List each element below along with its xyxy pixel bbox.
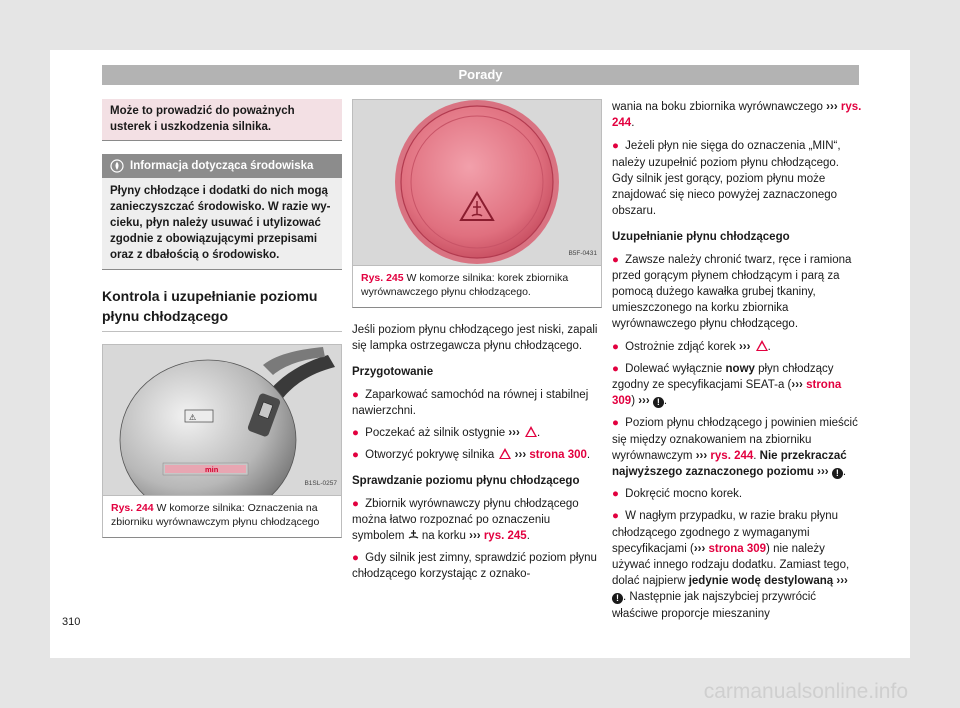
list-item: ● Dolewać wyłącznie nowy płyn chłodzący zgodny ze specyfikacjami SEAT-a (››› strona 309) ››› ! . [612,362,842,408]
caution-circle-icon: ! [612,593,623,604]
cross-ref-arrows: ››› [693,542,706,555]
svg-text:⚠: ⚠ [189,413,197,423]
coolant-cap-illustration [353,100,601,265]
bullet-icon: ● [352,497,359,510]
coolant-tank-illustration [103,345,341,495]
environment-info-box [102,154,342,270]
warning-box: Może to prowadzić do poważnych usterek i uszkodzenia silnika. [102,99,342,141]
page-header: Porady [102,65,859,85]
warning-triangle-icon [756,340,768,351]
subheading-check-level: Sprawdzanie poziomu płynu chłodzącego [352,475,580,488]
bullet-icon: ● [612,362,619,375]
list-item: ● Ostrożnie zdjąć korek ››› . [612,340,771,353]
cross-ref-arrows: ››› [791,379,803,392]
figure-245-code: B5F-0431 [568,249,597,257]
bullet-icon: ● [612,140,619,153]
bullet-icon: ● [352,449,359,462]
page-link-309[interactable]: strona 309 [612,379,842,408]
subheading-preparation: Przygotowanie [352,366,434,379]
list-item: ● Dokręcić mocno korek. [612,488,743,501]
cross-ref-arrows: ››› [469,530,481,543]
warning-triangle-icon [525,426,537,437]
figure-245-image [353,100,601,266]
cross-ref-arrows: ››› [738,340,751,353]
cross-ref-arrows: ››› [695,449,708,462]
list-item: ● Poczekać aż silnik ostygnie ››› . [352,427,541,440]
figure-244-caption-text: W komorze silnika: Oznaczenia na zbiorniku wyrównawczym płynu chłodzącego [111,502,320,529]
figure-link-244[interactable]: rys. 244 [612,101,862,130]
cross-ref-arrows: ››› [514,449,527,462]
cross-ref-arrows: ››› [508,427,520,440]
page-number: 310 [62,616,81,628]
figure-245 [352,99,602,308]
bullet-icon: ● [352,388,359,401]
caution-circle-icon: ! [653,397,664,408]
figure-244 [102,344,342,538]
bullet-icon: ● [612,340,619,353]
figure-244-ref: Rys. 244 [111,502,154,515]
cross-ref-arrows: ››› [826,101,838,113]
list-item: ● Gdy silnik jest zimny, sprawdzić poziom płynu chłodzącego korzystając z oznako- [352,552,597,581]
column-1 [102,99,342,538]
list-item: ● Zbiornik wyrównawczy płynu chłodzącego można łatwo rozpoznać po oznaczeniu symbolem na korku ››› rys. 245. [352,497,579,543]
cross-ref-arrows: ››› [836,575,848,588]
column-3 [612,99,862,628]
environment-info-header [102,154,342,178]
figure-244-image [103,345,341,496]
list-item: ● Jeżeli płyn nie sięga do oznaczenia „MIN“, należy uzupełnić poziom płynu chłodzącego. Gdy silnik jest gorący, poziom płynu może znajdować się nieco powyżej zaznaczonego obszaru. [612,140,841,218]
subheading-refill: Uzupełnianie płynu chłodzącego [612,231,790,244]
continuation-paragraph: wania na boku zbiornika wyrównawczego ››› rys. 244. [612,101,862,130]
caution-circle-icon: ! [832,468,843,479]
bullet-icon: ● [352,552,359,565]
environment-info-title: Informacja dotycząca środowiska [130,160,314,172]
figure-link-244[interactable]: rys. 244 [710,449,754,462]
cross-ref-arrows: ››› [638,395,650,408]
environment-icon [110,159,124,173]
intro-paragraph: Jeśli poziom płynu chłodzącego jest niski, zapali się lampka ostrzegawcza płynu chłodzącego. [352,324,598,353]
page-link-300[interactable]: strona 300 [529,449,587,462]
bullet-icon: ● [612,417,619,430]
figure-245-ref: Rys. 245 [361,272,404,284]
warning-triangle-icon [499,448,511,459]
bullet-icon: ● [612,253,619,266]
figure-245-caption [353,266,601,307]
column-2 [352,99,602,589]
figure-link-245[interactable]: rys. 245 [483,530,527,543]
section-title: Kontrola i uzupełnianie poziomu płynu chłodzącego [102,286,342,332]
watermark: carmanualsonline.info [703,680,908,703]
bullet-icon: ● [352,427,359,440]
bullet-icon: ● [612,510,619,523]
figure-244-code: B1SL-0257 [304,480,337,487]
cross-ref-arrows: ››› [817,466,829,479]
list-item: ● Zaparkować samochód na równej i stabilnej nawierzchni. [352,388,589,417]
list-item: ● Poziom płynu chłodzącego j powinien mieścić się między oznakowaniem na zbiorniku wyrównawczym ››› rys. 244. Nie przekraczać najwyższego zaznaczonego poziomu ››› ! . [612,417,858,479]
figure-245-caption-text: W komorze silnika: korek zbiornika wyrównawczego płynu chłodzącego. [361,272,569,298]
environment-info-body: Płyny chłodzące i dodatki do nich mogą zanieczyszczać środowisko. W razie wycieku, płyn należy usuwać i utylizować zgodnie z obowiązującymi przepisami oraz z dbałością o środowisko. [102,178,342,269]
list-item: ● W nagłym przypadku, w razie braku płynu chłodzącego zgodnego z wymaganymi specyfikacjami (››› strona 309) nie należy używać innego rodzaju dodatku. Zamiast tego, dolać najpierw jedynie wodę destylowaną ››› ! . Następnie jak najszybciej przywrócić właściwe proporcje mieszaniny [612,510,850,620]
page-link-309[interactable]: strona 309 [708,542,767,555]
coolant-symbol-icon [408,529,419,540]
figure-244-caption [103,496,341,537]
bullet-icon: ● [612,488,619,501]
list-item: ● Zawsze należy chronić twarz, ręce i ramiona przed gorącym płynem chłodzącym i parą za pomocą dużego kawałka grubej tkaniny, umieszczonego na korku zbiornika wyrównawczego płynu chłodzącego. [612,253,852,331]
min-marking: min [205,465,219,475]
list-item: ● Otworzyć pokrywę silnika ››› strona 300. [352,449,591,462]
